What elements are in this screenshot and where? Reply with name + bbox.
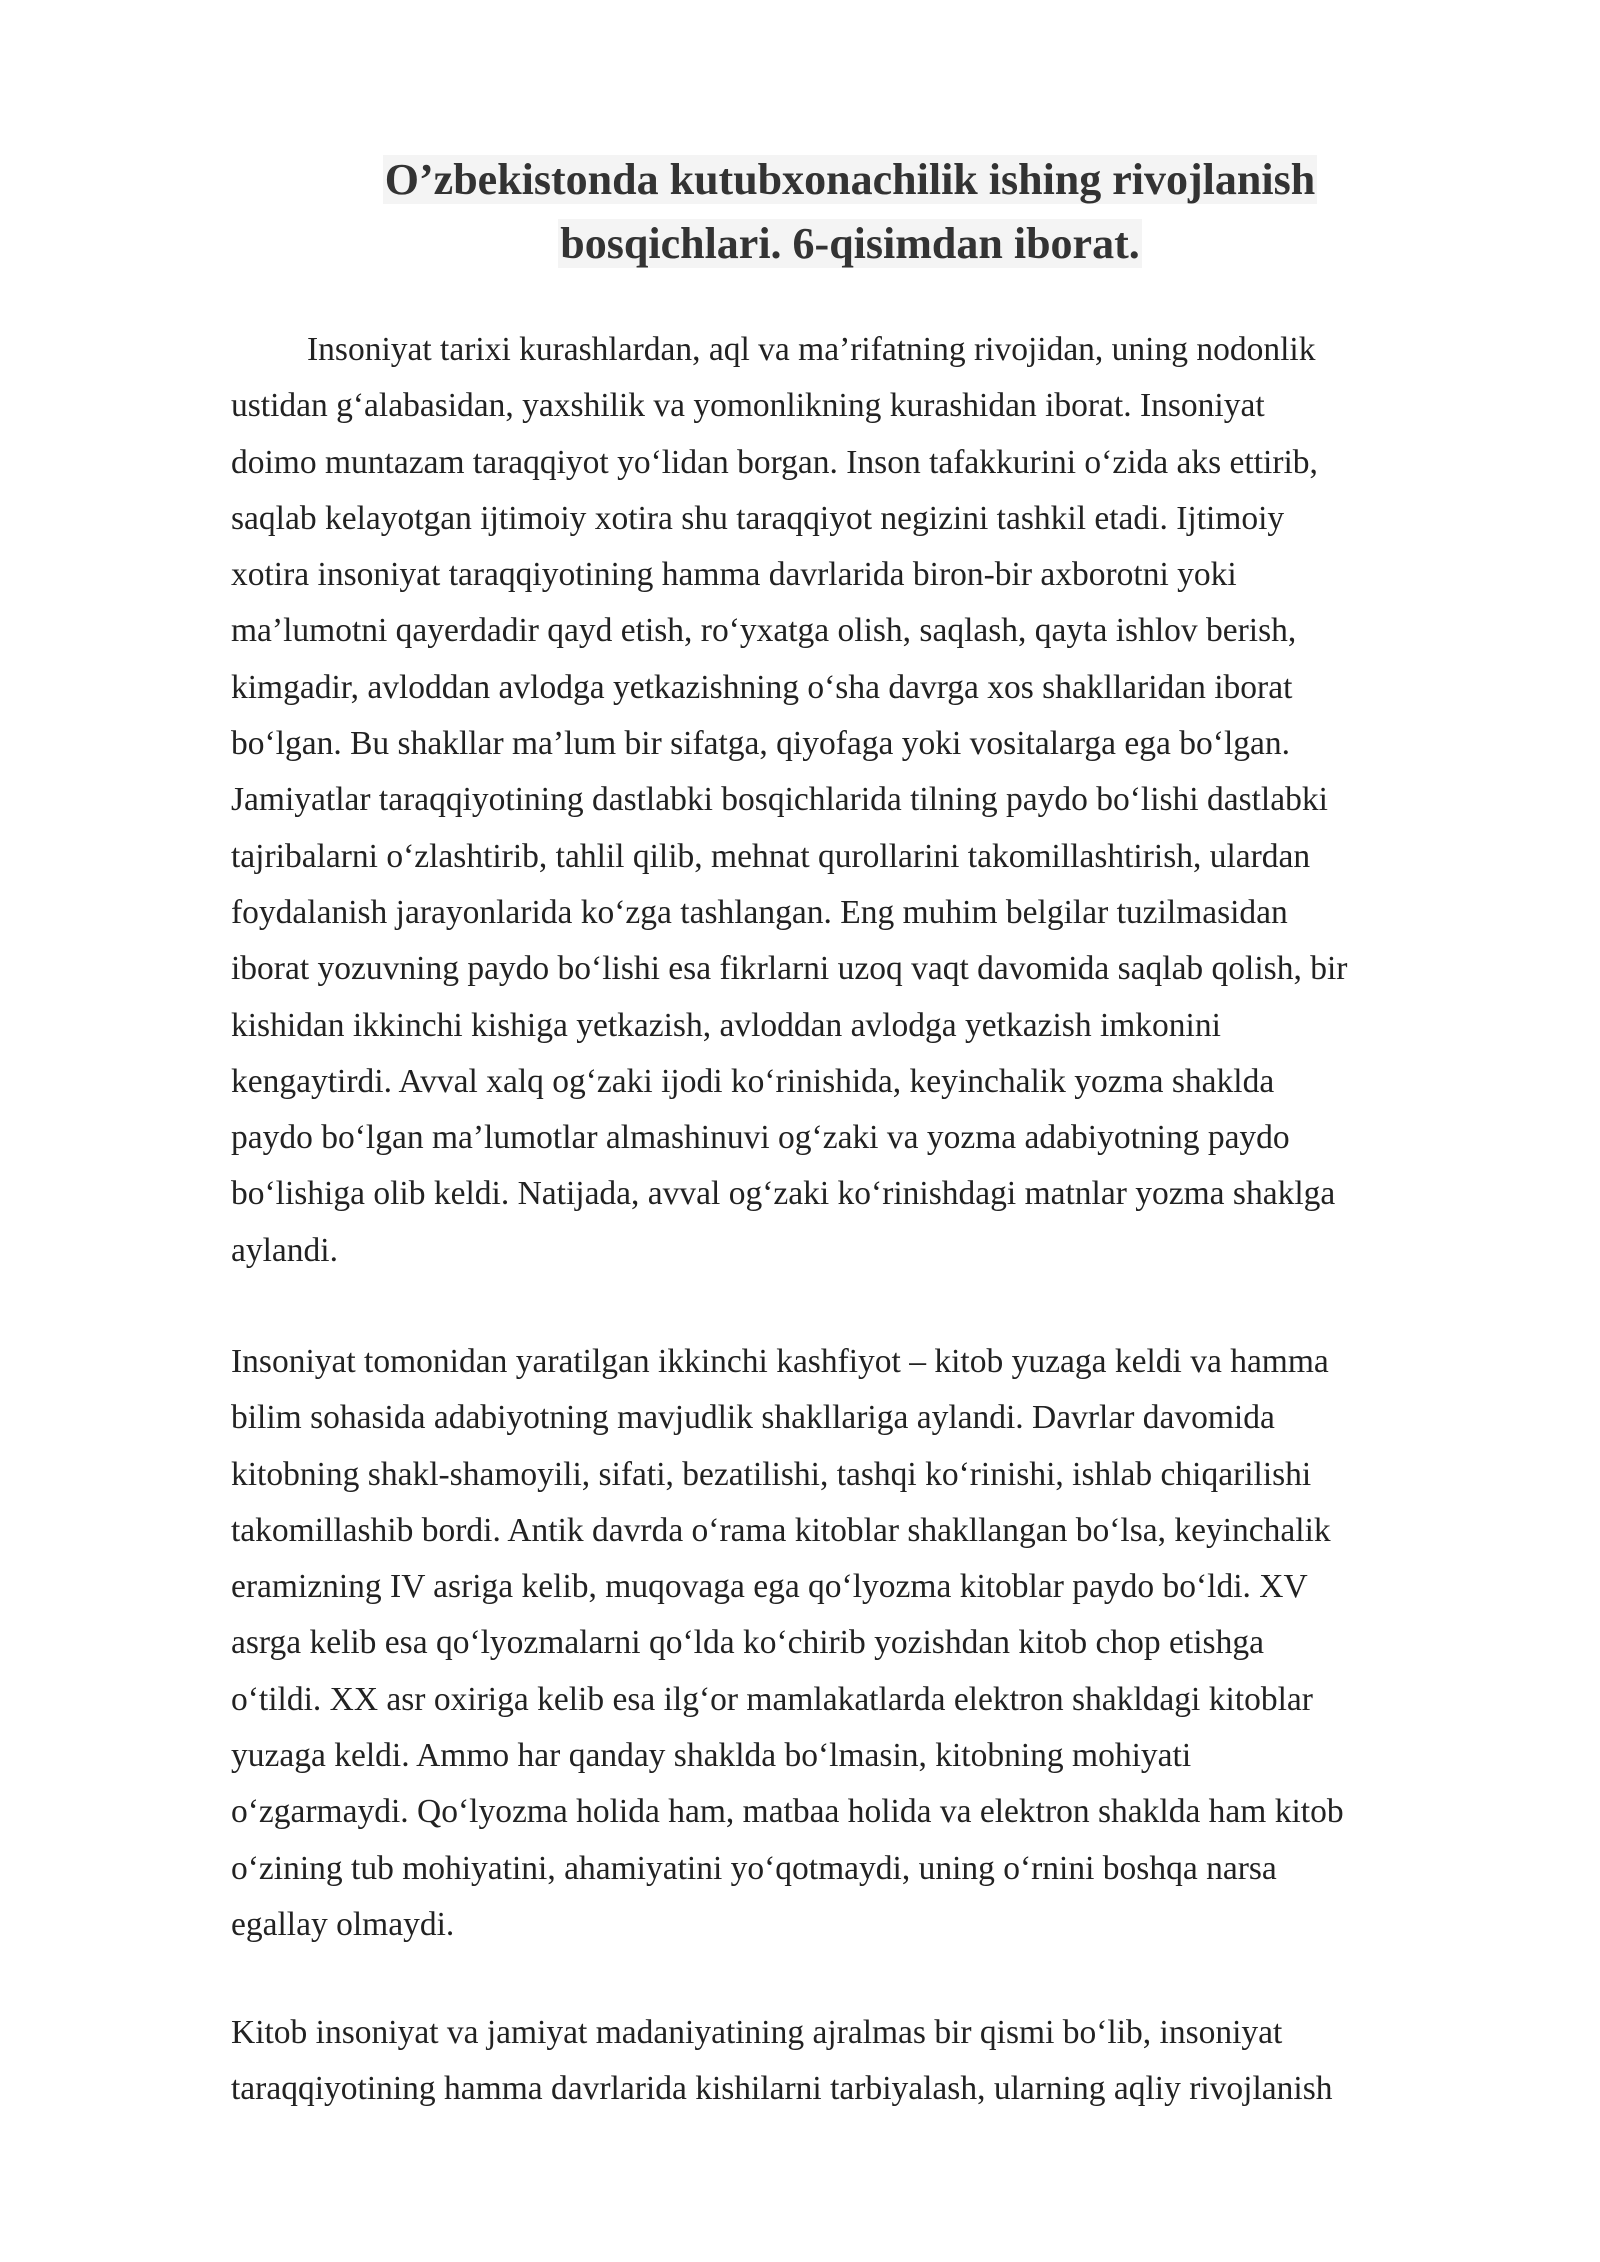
document-title — [230, 148, 1470, 276]
paragraph-line: doimo muntazam taraqqiyot yo‘lidan borgan. Inson tafakkurini o‘zida aks ettirib, — [231, 443, 1318, 481]
paragraph-line: iborat yozuvning paydo bo‘lishi esa fikrlarni uzoq vaqt davomida saqlab qolish, bir — [231, 950, 1348, 988]
paragraph-line: Insoniyat tarixi kurashlardan, aql va ma’rifatning rivojidan, uning nodonlik — [307, 331, 1316, 368]
paragraph-line: xotira insoniyat taraqqiyotining hamma davrlarida biron-bir axborotni yoki — [231, 556, 1237, 594]
paragraph-line: saqlab kelayotgan ijtimoiy xotira shu taraqqiyot negizini tashkil etadi. Ijtimoiy — [231, 499, 1285, 537]
paragraph-line: kengaytirdi. Avval xalq og‘zaki ijodi ko‘rinishida, keyinchalik yozma shaklda — [231, 1062, 1275, 1100]
paragraph-line: bo‘lgan. Bu shakllar ma’lum bir sifatga, qiyofaga yoki vositalarga ega bo‘lgan. — [231, 725, 1290, 763]
paragraph-line: ma’lumotni qayerdadir qayd etish, ro‘yxatga olish, saqlash, qayta ishlov berish, — [231, 612, 1297, 650]
paragraph-line: Insoniyat tomonidan yaratilgan ikkinchi kashfiyot – kitob yuzaga keldi va hamma — [231, 1343, 1329, 1380]
paragraph-2 — [231, 1334, 1516, 1953]
paragraph-line: eramizning IV asriga kelib, muqovaga ega qo‘lyozma kitoblar paydo bo‘ldi. XV — [231, 1568, 1308, 1606]
paragraph-line: kishidan ikkinchi kishiga yetkazish, avloddan avlodga yetkazish imkonini — [231, 1006, 1221, 1044]
paragraph-1 — [231, 322, 1516, 1279]
paragraph-line: yuzaga keldi. Ammo har qanday shaklda bo‘lmasin, kitobning mohiyati — [231, 1737, 1192, 1775]
paragraph-line: o‘zgarmaydi. Qo‘lyozma holida ham, matbaa holida va elektron shaklda ham kitob — [231, 1793, 1344, 1831]
title-line-2: bosqichlari. 6-qisimdan iborat. — [560, 219, 1140, 268]
paragraph-line: taraqqiyotining hamma davrlarida kishilarni tarbiyalash, ularning aqliy rivojlanish — [231, 2070, 1333, 2108]
paragraph-line: kimgadir, avloddan avlodga yetkazishning o‘sha davrga xos shakllaridan iborat — [231, 668, 1293, 706]
paragraph-line: Kitob insoniyat va jamiyat madaniyatining ajralmas bir qismi bo‘lib, insoniyat — [231, 2014, 1283, 2051]
paragraph-line: foydalanish jarayonlarida ko‘zga tashlangan. Eng muhim belgilar tuzilmasidan — [231, 893, 1288, 931]
paragraph-line: o‘zining tub mohiyatini, ahamiyatini yo‘qotmaydi, uning o‘rnini boshqa narsa — [231, 1849, 1277, 1887]
paragraph-line: bo‘lishiga olib keldi. Natijada, avval og‘zaki ko‘rinishdagi matnlar yozma shaklga — [231, 1175, 1336, 1213]
paragraph-line: paydo bo‘lgan ma’lumotlar almashinuvi og‘zaki va yozma adabiyotning paydo — [231, 1119, 1290, 1157]
paragraph-line: tajribalarni o‘zlashtirib, tahlil qilib, mehnat qurollarini takomillashtirish, ulardan — [231, 837, 1311, 875]
paragraph-line: o‘tildi. XX asr oxiriga kelib esa ilg‘or mamlakatlarda elektron shakldagi kitoblar — [231, 1680, 1313, 1718]
paragraph-line: egallay olmaydi. — [231, 1905, 455, 1943]
paragraph-line: Jamiyatlar taraqqiyotining dastlabki bosqichlarida tilning paydo bo‘lishi dastlabki — [231, 781, 1328, 819]
title-line-1: O’zbekistonda kutubxonachilik ishing rivojlanish — [384, 155, 1316, 204]
paragraph-line: bilim sohasida adabiyotning mavjudlik shakllariga aylandi. Davrlar davomida — [231, 1399, 1275, 1437]
paragraph-line: ustidan g‘alabasidan, yaxshilik va yomonlikning kurashidan iborat. Insoniyat — [231, 387, 1265, 425]
paragraph-line: aylandi. — [231, 1231, 338, 1269]
paragraph-line: kitobning shakl-shamoyili, sifati, bezatilishi, tashqi ko‘rinishi, ishlab chiqarilishi — [231, 1455, 1312, 1493]
paragraph-line: takomillashib bordi. Antik davrda o‘rama kitoblar shakllangan bo‘lsa, keyinchalik — [231, 1511, 1331, 1549]
paragraph-line: asrga kelib esa qo‘lyozmalarni qo‘lda ko‘chirib yozishdan kitob chop etishga — [231, 1624, 1264, 1662]
paragraph-3 — [231, 2005, 1516, 2118]
